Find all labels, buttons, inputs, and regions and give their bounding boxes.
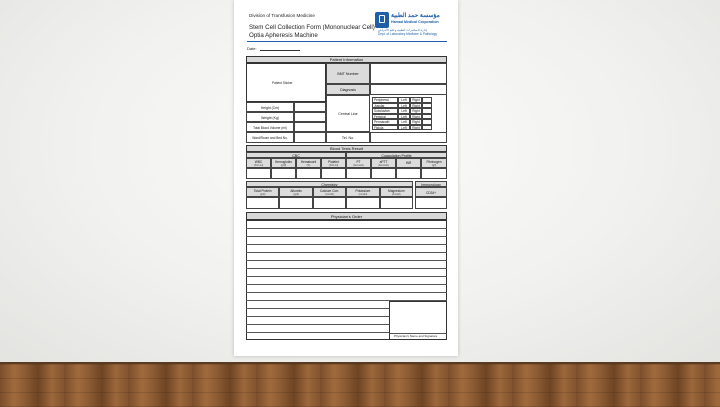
cd34-value-field[interactable]	[415, 197, 447, 209]
header-divider	[247, 41, 447, 42]
inr-column-header: INR	[396, 158, 421, 168]
site-right-option[interactable]: Right	[410, 114, 422, 120]
site-check[interactable]	[422, 125, 432, 131]
fibrinogen-value-field[interactable]	[421, 168, 447, 179]
immunology-header: Immunology	[415, 181, 447, 187]
hematocrit-column-header: Hematocrit (%)	[296, 158, 321, 168]
signature-label: Physician's Name and Signature	[394, 334, 438, 338]
order-line	[246, 268, 447, 269]
dept-arabic: إدارة المختبرات الطبية وعلم الأمراض	[378, 28, 427, 32]
total-protein-column-header: Total Protein (g/dl)	[246, 187, 279, 197]
date-label: Date:	[247, 46, 257, 51]
hematocrit-value-field[interactable]	[296, 168, 321, 179]
site-label: Jugular	[372, 103, 398, 109]
logo-arabic: مؤسسة حمد الطبية	[391, 13, 440, 19]
site-left-option[interactable]: Left	[398, 97, 410, 103]
site-right-option[interactable]: Right	[410, 97, 422, 103]
order-line	[246, 260, 447, 261]
cbc-header: CBC	[246, 152, 346, 158]
potassium-value-field[interactable]	[346, 197, 379, 209]
platelet-value-field[interactable]	[321, 168, 346, 179]
fibrinogen-column-header: Fibrinogen (g/l)	[421, 158, 447, 168]
order-line	[246, 244, 447, 245]
site-label: Permacath	[372, 119, 398, 125]
weight-field[interactable]	[294, 112, 326, 122]
order-line	[246, 276, 447, 277]
site-left-option[interactable]: Left	[398, 108, 410, 114]
chemistry-header: Chemistry	[246, 181, 413, 187]
calcium-value-field[interactable]	[313, 197, 346, 209]
division-title: Division of Transfusion Medicine	[249, 13, 315, 18]
tel-label: Tel. No.	[326, 132, 370, 143]
hemoglobin-value-field[interactable]	[271, 168, 296, 179]
central-line-sites	[372, 97, 444, 130]
magnesium-value-field[interactable]	[380, 197, 413, 209]
hmc-logo	[375, 12, 447, 36]
site-right-option[interactable]: Right	[410, 125, 422, 131]
pt-column-header: PT (Seconds)	[346, 158, 371, 168]
bmt-number-field[interactable]	[370, 63, 447, 84]
site-left-option[interactable]: Left	[398, 125, 410, 131]
form-page	[234, 0, 458, 356]
form-title: Stem Cell Collection Form (Mononuclear Cell)	[249, 24, 375, 31]
diagnosis-label: Diagnosis	[326, 84, 370, 95]
diagnosis-field[interactable]	[370, 84, 447, 95]
tbv-label: Total Blood Volume (ml)	[246, 122, 294, 132]
coag-header: Coagulation Profile	[346, 152, 447, 158]
site-label: Subclavian	[372, 108, 398, 114]
site-label: Femoral	[372, 114, 398, 120]
height-field[interactable]	[294, 102, 326, 112]
order-line	[246, 292, 447, 293]
wbc-column-header: WBC (X10⁹/ul)	[246, 158, 271, 168]
site-label: Fistula	[372, 125, 398, 131]
albumin-column-header: Albumin (g/dl)	[279, 187, 312, 197]
order-line	[246, 324, 389, 325]
albumin-value-field[interactable]	[279, 197, 312, 209]
pt-value-field[interactable]	[346, 168, 371, 179]
date-field[interactable]	[260, 50, 300, 51]
weight-label: Weight (Kg)	[246, 112, 294, 122]
site-right-option[interactable]: Right	[410, 103, 422, 109]
total-protein-value-field[interactable]	[246, 197, 279, 209]
bmt-number-label: BMT Number	[326, 63, 370, 84]
order-line	[246, 252, 447, 253]
central-line-label: Central Line	[326, 95, 370, 132]
calcium-column-header: Calcium Corr. (mmol/l)	[313, 187, 346, 197]
order-line	[246, 332, 389, 333]
order-line	[246, 228, 447, 229]
order-line	[246, 236, 447, 237]
order-line	[246, 284, 447, 285]
wood-floor	[0, 362, 720, 407]
site-left-option[interactable]: Left	[398, 114, 410, 120]
height-label: Height (Cm)	[246, 102, 294, 112]
aptt-column-header: aPTT (Seconds)	[371, 158, 396, 168]
wbc-value-field[interactable]	[246, 168, 271, 179]
hemoglobin-column-header: Hemoglobin (g/dl)	[271, 158, 296, 168]
platelet-column-header: Platelet (X10⁹/ul)	[321, 158, 346, 168]
order-line	[246, 316, 389, 317]
physician-order-header: Physician's Order	[246, 212, 447, 220]
site-right-option[interactable]: Right	[410, 108, 422, 114]
ward-label: Ward/Room and Bed No.	[246, 132, 294, 143]
logo-english: Hamad Medical Corporation	[391, 20, 439, 24]
cd34-column-header: CD34+	[415, 187, 447, 197]
inr-value-field[interactable]	[396, 168, 421, 179]
site-left-option[interactable]: Left	[398, 103, 410, 109]
dept-english: Dept. of Laboratory Medicine & Pathology	[378, 32, 438, 36]
ward-field[interactable]	[294, 132, 326, 143]
form-subtitle: Optia Apheresis Machine	[249, 32, 318, 39]
aptt-value-field[interactable]	[371, 168, 396, 179]
site-label: Peripheral	[372, 97, 398, 103]
tel-field[interactable]	[370, 132, 447, 143]
logo-emblem-icon	[375, 12, 389, 28]
blood-tests-header: Blood Tests Result	[246, 145, 447, 152]
order-line	[246, 308, 389, 309]
site-left-option[interactable]: Left	[398, 119, 410, 125]
patient-sticker-label: Patient Sticker	[272, 81, 293, 85]
magnesium-column-header: Magnesium (mmol/l)	[380, 187, 413, 197]
patient-info-header: Patient Information	[246, 56, 447, 63]
tbv-field[interactable]	[294, 122, 326, 132]
site-right-option[interactable]: Right	[410, 119, 422, 125]
potassium-column-header: Potassium (mmol/l)	[346, 187, 379, 197]
